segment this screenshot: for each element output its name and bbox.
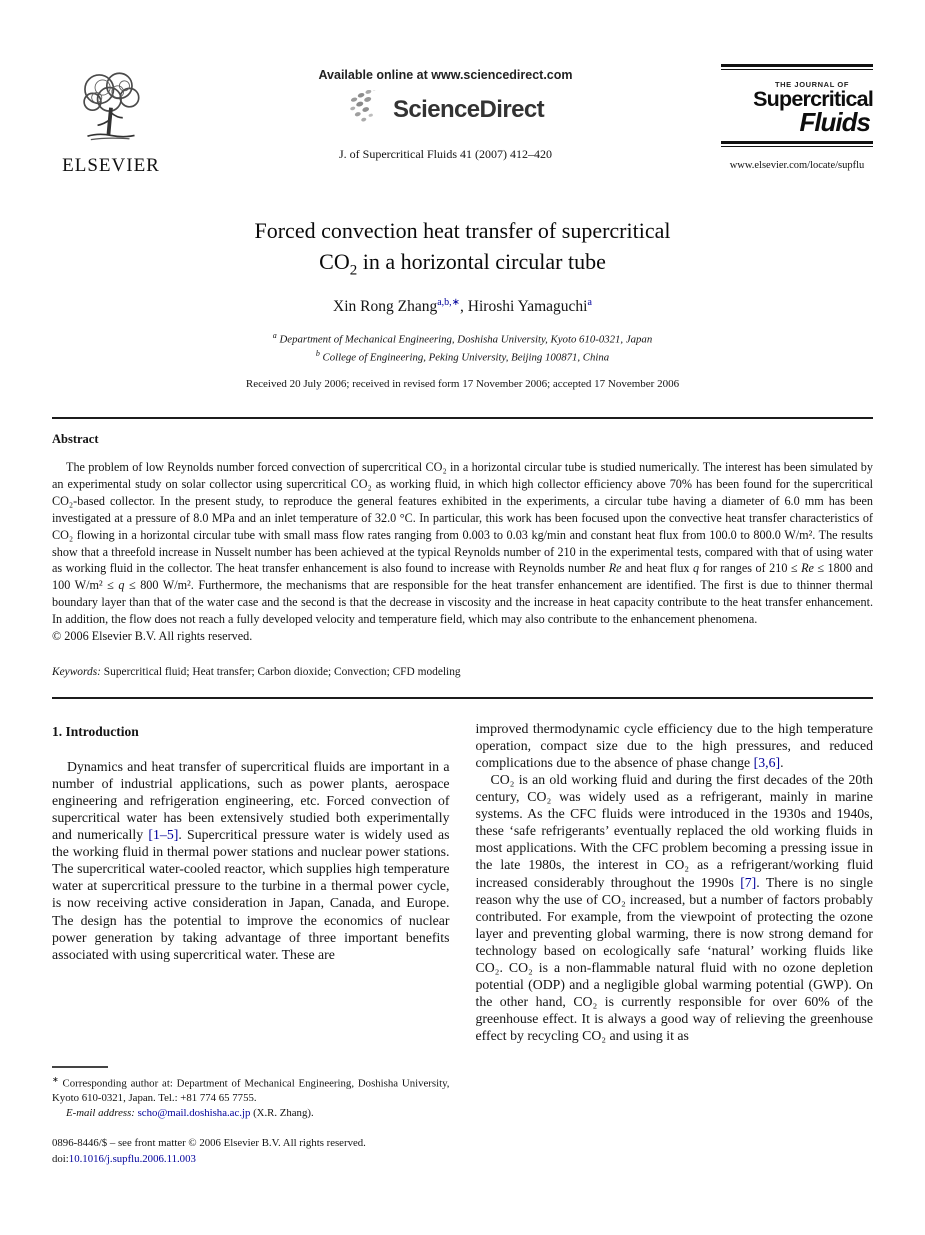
affiliation-b: $^b$ College of Engineering, Peking University, Beijing 100871, China — [315, 349, 610, 364]
imprint-block — [52, 1136, 450, 1167]
journal-logo-bottom-rule — [721, 141, 873, 147]
abstract-top-rule — [52, 417, 873, 419]
citation-link-3-6[interactable]: [3,6] — [753, 755, 781, 771]
title-subscript: 2 — [349, 262, 358, 279]
abstract-heading: Abstract — [52, 431, 99, 446]
intro-paragraph-2: improved thermodynamic cycle efficiency due to the high temperature operation, compact size due to the high pressures, and reduced complications due to the absence of phase change [3,6]. — [475, 721, 873, 771]
received-dates: Received 20 July 2006; received in revised form 17 November 2006; accepted 17 November 2006 — [245, 377, 680, 390]
header-center — [170, 64, 721, 162]
elsevier-wordmark: ELSEVIER — [62, 155, 160, 176]
email-link[interactable]: scho@mail.doshisha.ac.jp — [134, 1107, 251, 1120]
journal-homepage-url[interactable]: www.elsevier.com/locate/supflu — [729, 160, 865, 172]
keywords-line — [52, 666, 873, 678]
footnote-star: ∗ — [52, 1074, 59, 1084]
author-2-affil-marks[interactable]: a — [587, 296, 592, 308]
section-heading-introduction: 1. Introduction — [52, 724, 139, 740]
journal-logo — [721, 64, 873, 171]
author-line: Xin Rong Zhang$^{a,b,∗}$, Hiroshi Yamaguchi$^a$ — [333, 296, 592, 316]
left-column — [52, 720, 450, 1167]
doi-line: doi:10.1016/j.supflu.2006.11.003 — [52, 1152, 196, 1165]
article-title: Forced convection heat transfer of supercritical $CO_2$ in a horizontal circular tube — [254, 218, 671, 279]
affiliation-a: $^a$ Department of Mechanical Engineering, Doshisha University, Kyoto 610-0321, Japan — [272, 331, 653, 346]
author-1: Xin Rong Zhang — [333, 298, 438, 316]
sciencedirect-logo — [170, 90, 721, 129]
elsevier-tree-icon — [69, 135, 153, 152]
journal-logo-word1: Supercritical — [753, 87, 873, 111]
citation-link-1-5[interactable]: [1–5] — [148, 827, 179, 843]
footnote-rule — [52, 1066, 108, 1068]
issn-copyright-line: 0896-8446/$ – see front matter © 2006 Elsevier B.V. All rights reserved. — [52, 1136, 366, 1149]
keywords-text: Supercritical fluid; Heat transfer; Carbon dioxide; Convection; CFD modeling — [100, 666, 461, 679]
footnote-block — [52, 1066, 450, 1167]
abstract-text: The problem of low Reynolds number forced convection of supercritical CO₂ in a horizontal circular tube is studied numerically. The interest has been simulated by an experimental study on solar collector using supercritical CO₂ as working fluid, in which high collector efficiency above 70% has been found for the supercritical CO₂-based collector. In the present study, to reproduce the general features exhibited in the experiments, a circular tube having a diameter of 6.0 mm has been investigated at a pressure of 8.0 MPa and an inlet temperature of 32.0 °C. In particular, this work has been focused upon the convective heat transfer characteristics of CO₂ flowing in a horizontal circular tube with small mass flow rates ranging from 0.003 to 0.03 kg/min and constant heat flux from 100.0 to 800.0 W/m². The results show that a threefold increase in Nusselt number has been achieved at the typical Reynolds number of 210 in the experimental tests, compared with that of using water as working fluid in the collector. The heat transfer enhancement is also found to increase with Reynolds number Re and heat flux q for ranges of 210 ≤ Re ≤ 1800 and 100 W/m² ≤ q ≤ 800 W/m². Furthermore, the mechanisms that are responsible for the heat transfer enhancement are identified. The first is due to thinner thermal boundary layer than that of the water case and the second is that the decrease in viscosity and the increase in heat capacity contribute to the heat transfer enhancement. In addition, the flow does not reach a fully developed velocity and temperature field, which may also contribute to the enhancement phenomena. — [52, 459, 873, 627]
right-column — [476, 720, 874, 1167]
journal-logo-word2: Fluids — [799, 106, 870, 137]
doi-link[interactable]: 10.1016/j.supflu.2006.11.003 — [68, 1152, 196, 1165]
intro-paragraph-1: Dynamics and heat transfer of supercritical fluids are important in a number of industrial applications, such as power plants, aerospace engineering and refrigeration engineering, etc. Forced convection of supercritical water has been extensively studied both experimentally and numerically [1–5]. Supercritical pressure water is widely used as the working fluid in thermal power stations and nuclear power stations. The supercritical water-cooled reactor, which supplies high temperature water at supercritical pressure to the turbine in a thermal power cycle, is now receiving active consideration in Japan, Canada, and Europe. The design has the potential to improve the economics of nuclear power generation by taking advantage of three important benefits associated with using supercritical water. These are — [52, 759, 450, 962]
affiliations — [52, 330, 873, 367]
elsevier-logo — [52, 64, 170, 177]
abstract-copyright: © 2006 Elsevier B.V. All rights reserved. — [52, 629, 253, 644]
sciencedirect-wordmark[interactable]: ScienceDirect — [393, 95, 544, 123]
keywords-bottom-rule — [52, 697, 873, 699]
corresponding-author-note: ∗ Corresponding author at: Department of Mechanical Engineering, Doshisha University, Kyoto 610-0321, Japan. Tel.: +81 774 65 7755. — [52, 1074, 450, 1105]
journal-logo-kicker: THE JOURNAL OF — [774, 80, 850, 89]
journal-logo-top-rule — [721, 64, 873, 70]
available-online-text[interactable]: Available online at www.sciencedirect.com — [318, 68, 573, 82]
citation-link-7[interactable]: [7] — [740, 874, 757, 890]
intro-paragraph-3: CO₂ is an old working fluid and during the first decades of the 20th century, CO₂ was widely used as a refrigerant, mainly in marine systems. As the CFC fluids were introduced in the 1930s and 1940s, these ‘safe refrigerants’ eventually replaced the old working fluids in most applications. With the CFC problem becoming a pressing issue in the late 1980s, the interest in CO₂ as a refrigerant/working fluid increased considerably throughout the 1990s [7]. There is no single reason why the use of CO₂ increased, but a number of factors probably contributed. For example, from the viewpoint of protecting the ozone layer and preventing global warming, there is now strong demand for technology based on ecologically safe ‘natural’ working fluids like CO₂. CO₂ is a non-flammable natural fluid with no ozone depletion potential (ODP) and a negligible global warming potential (GWP). On the other hand, CO₂ is currently responsible for over 60% of the greenhouse effect. It is always a good way of relieving the greenhouse effect by recycling CO₂ and using it as — [475, 772, 873, 1043]
keywords-label: Keywords: — [52, 666, 101, 679]
article-body — [52, 720, 873, 1167]
email-line: E-mail address: scho@mail.doshisha.ac.jp (X.R. Zhang). — [66, 1107, 314, 1120]
sciencedirect-dots-icon — [347, 90, 387, 129]
author-1-affil-marks[interactable]: a,b,∗ — [437, 296, 461, 308]
page-header — [52, 64, 873, 177]
journal-citation: J. of Supercritical Fluids 41 (2007) 412–420 — [339, 147, 552, 161]
author-2: Hiroshi Yamaguchi — [467, 298, 588, 316]
